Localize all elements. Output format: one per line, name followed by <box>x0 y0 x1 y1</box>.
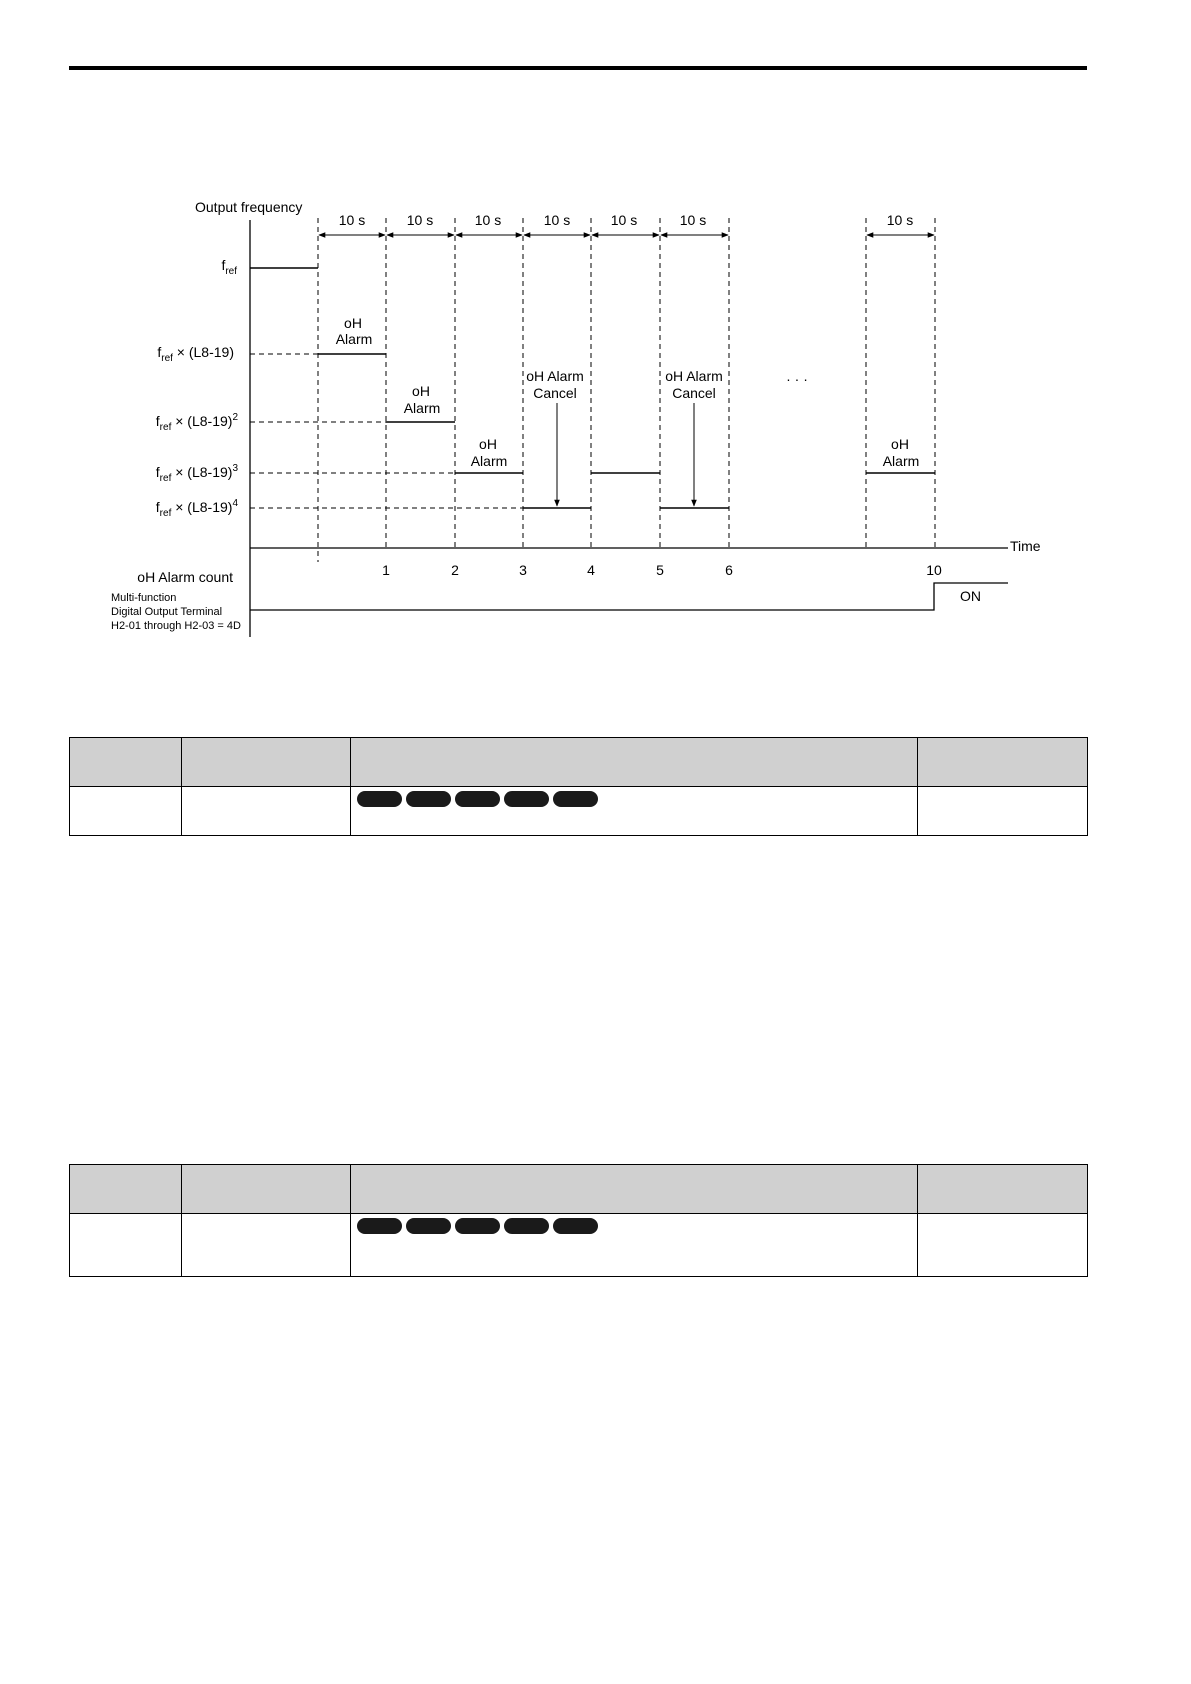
table-row <box>70 787 1088 836</box>
header-cell <box>351 1165 918 1214</box>
alarm-label-bottom: Alarm <box>470 453 508 469</box>
interval-label: 10 s <box>543 212 571 228</box>
oh-alarm-timing-diagram <box>0 0 1191 660</box>
interval-label: 10 s <box>474 212 502 228</box>
level-guides <box>250 354 523 508</box>
table-header-row <box>70 1165 1088 1214</box>
header-cell <box>70 1165 182 1214</box>
table-cell <box>918 787 1088 836</box>
parameter-table-1 <box>69 737 1088 836</box>
header-cell <box>181 1165 351 1214</box>
interval-label: 10 s <box>679 212 707 228</box>
table-cell <box>70 1214 182 1277</box>
control-mode-badge <box>553 1218 598 1234</box>
control-mode-badge <box>455 791 500 807</box>
control-mode-badges <box>351 1214 917 1234</box>
alarm-label-bottom: Alarm <box>335 331 373 347</box>
control-mode-badge <box>553 791 598 807</box>
alarm-label-top: oH <box>891 436 909 452</box>
table-cell <box>918 1214 1088 1277</box>
count-tick: 4 <box>587 562 595 578</box>
level-label-0: $f_{ref}$ <box>221 257 237 277</box>
control-mode-badge <box>504 791 549 807</box>
table-cell <box>181 787 351 836</box>
count-tick: 1 <box>382 562 390 578</box>
y-axis-title: Output frequency <box>195 199 303 215</box>
table-row <box>70 1214 1088 1277</box>
header-cell <box>918 1165 1088 1214</box>
cancel-label-bottom: Cancel <box>533 385 577 401</box>
alarm-labels <box>336 315 920 469</box>
control-mode-badge <box>406 791 451 807</box>
alarm-label-top: oH <box>412 383 430 399</box>
count-tick: 5 <box>656 562 664 578</box>
header-cell <box>181 738 351 787</box>
header-cell <box>918 738 1088 787</box>
count-tick: 2 <box>451 562 459 578</box>
alarm-label-top: oH <box>479 436 497 452</box>
cancel-label-bottom: Cancel <box>672 385 716 401</box>
level-label-3: $f_{ref} \times (L8-19)^3$ <box>155 463 238 484</box>
terminal-label <box>111 592 241 632</box>
parameter-table-2 <box>69 1164 1088 1277</box>
alarm-label-top: oH <box>344 315 362 331</box>
header-cell <box>70 738 182 787</box>
level-label-2: $f_{ref} \times (L8-19)^2$ <box>155 412 238 433</box>
count-tick: 10 <box>926 562 942 578</box>
count-ticks <box>382 562 942 578</box>
cancel-labels <box>526 368 723 401</box>
interval-label: 10 s <box>406 212 434 228</box>
control-mode-badges <box>351 787 917 807</box>
control-mode-badge <box>357 1218 402 1234</box>
table-cell <box>70 787 182 836</box>
count-label: oH Alarm count <box>137 569 233 585</box>
cancel-arrows <box>557 403 694 506</box>
level-label-4: $f_{ref} \times (L8-19)^4$ <box>155 498 238 519</box>
control-mode-badge <box>406 1218 451 1234</box>
digital-output-signal <box>250 583 1008 610</box>
count-tick: 6 <box>725 562 733 578</box>
interval-guides <box>318 218 935 562</box>
cancel-label-top: oH Alarm <box>526 368 584 384</box>
on-label: ON <box>960 588 981 604</box>
interval-label: 10 s <box>610 212 638 228</box>
frequency-steps <box>250 268 935 508</box>
x-axis-title: Time <box>1010 538 1041 554</box>
cancel-label-top: oH Alarm <box>665 368 723 384</box>
count-tick: 3 <box>519 562 527 578</box>
terminal-label-line: H2-01 through H2-03 = 4D <box>111 620 241 632</box>
interval-label: 10 s <box>338 212 366 228</box>
control-mode-badge <box>504 1218 549 1234</box>
alarm-label-bottom: Alarm <box>882 453 920 469</box>
interval-label: 10 s <box>886 212 914 228</box>
table-cell <box>351 787 918 836</box>
table-cell <box>181 1214 351 1277</box>
level-labels <box>156 257 239 519</box>
interval-labels <box>339 212 913 228</box>
ellipsis: · · · <box>786 371 808 387</box>
level-label-1: $f_{ref} \times (L8-19)$ <box>157 344 234 364</box>
control-mode-badge <box>455 1218 500 1234</box>
terminal-label-line: Digital Output Terminal <box>111 606 223 618</box>
header-cell <box>351 738 918 787</box>
table-header-row <box>70 738 1088 787</box>
alarm-label-bottom: Alarm <box>403 400 441 416</box>
terminal-label-line: Multi-function <box>111 592 177 604</box>
control-mode-badge <box>357 791 402 807</box>
table-cell <box>351 1214 918 1277</box>
